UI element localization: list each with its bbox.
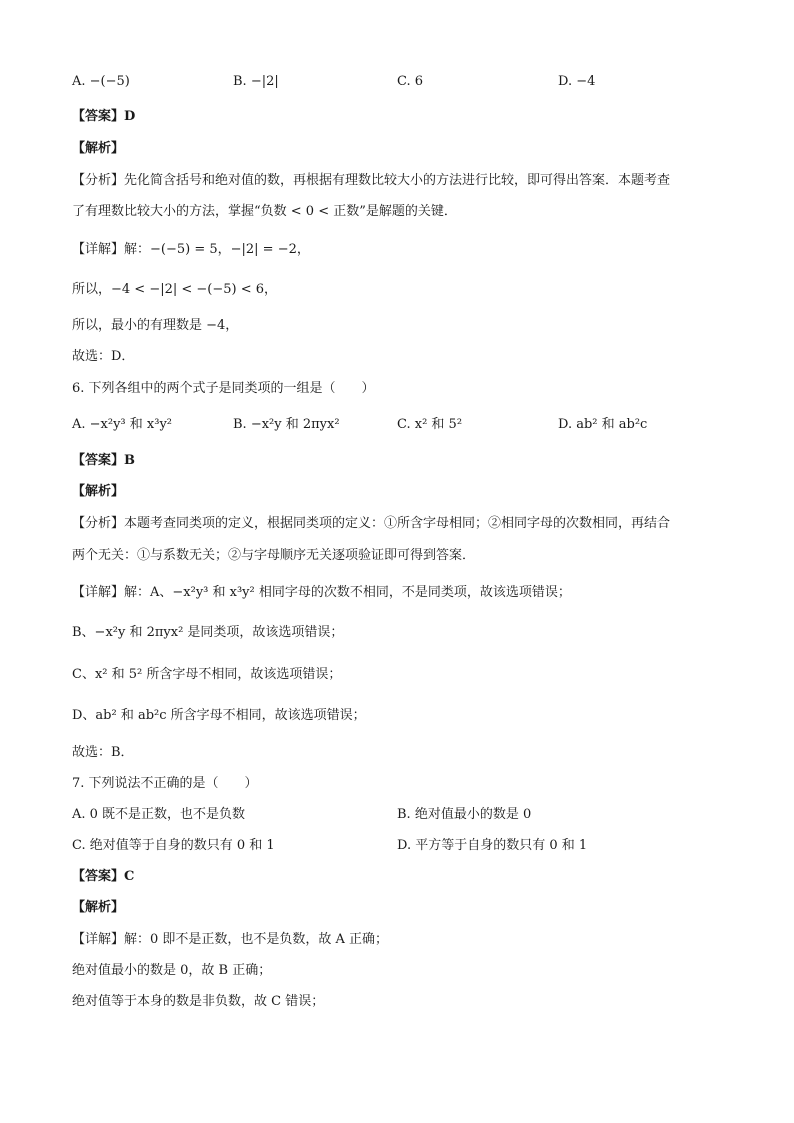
q7-option-d: D. 平方等于自身的数只有 0 和 1 [397, 838, 588, 853]
q5-option-a: A. −(−5) [72, 74, 130, 89]
q6-option-c: C. x² 和 5² [397, 417, 463, 432]
q6-detail-line-4: D、ab² 和 ab²c 所含字母不相同，故该选项错误； [72, 708, 366, 723]
q6-detail-line-1: 【详解】解：A、−x²y³ 和 x³y² 相同字母的次数不相同，不是同类项，故该选项错误； [72, 585, 571, 600]
q6-analysis-line-1: 【分析】本题考查同类项的定义，根据同类项的定义：①所含字母相同；②相同字母的次数相同，再结合 [72, 516, 671, 531]
q6-detail-line-5: 故选：B． [72, 745, 134, 760]
q6-detail-line-2: B、−x²y 和 2πyx² 是同类项，故该选项错误； [72, 625, 344, 640]
q7-analysis-heading: 【解析】 [72, 900, 125, 915]
q7-detail-line-1: 【详解】解：0 即不是正数，也不是负数，故 A 正确； [72, 932, 389, 947]
q7-option-a: A. 0 既不是正数，也不是负数 [72, 807, 246, 822]
q6-option-d: D. ab² 和 ab²c [558, 417, 648, 432]
q5-option-b: B. −|2| [233, 74, 279, 89]
q6-analysis-line-2: 两个无关：①与系数无关；②与字母顺序无关逐项验证即可得到答案． [72, 548, 476, 563]
q6-answer: 【答案】B [72, 453, 135, 468]
q5-detail-line-4: 故选：D． [72, 349, 135, 364]
q7-option-b: B. 绝对值最小的数是 0 [397, 807, 532, 822]
q6-option-b: B. −x²y 和 2πyx² [233, 417, 340, 432]
q5-detail-line-2: 所以，−4 < −|2| < −(−5) < 6， [72, 282, 278, 297]
q7-detail-line-3: 绝对值等于本身的数是非负数，故 C 错误； [72, 994, 325, 1009]
q5-option-c: C. 6 [397, 74, 424, 89]
q7-answer: 【答案】C [72, 869, 135, 884]
q6-analysis-heading: 【解析】 [72, 484, 125, 499]
q7-detail-line-2: 绝对值最小的数是 0，故 B 正确； [72, 963, 272, 978]
q5-analysis-line-2: 了有理数比较大小的方法，掌握“负数 < 0 < 正数”是解题的关键． [72, 204, 457, 219]
q5-detail-line-1: 【详解】解：−(−5) = 5，−|2| = −2， [72, 242, 310, 257]
q5-analysis-line-1: 【分析】先化简含括号和绝对值的数，再根据有理数比较大小的方法进行比较，即可得出答案．本题考查 [72, 173, 671, 188]
q7-question: 7. 下列说法不正确的是（ ） [72, 776, 258, 791]
q6-detail-line-3: C、x² 和 5² 所含字母不相同，故该选项错误； [72, 667, 342, 682]
q6-question: 6. 下列各组中的两个式子是同类项的一组是（ ） [72, 381, 375, 396]
q5-option-d: D. −4 [558, 74, 596, 89]
q6-option-a: A. −x²y³ 和 x³y² [72, 417, 173, 432]
q5-detail-line-3: 所以，最小的有理数是 −4， [72, 318, 239, 333]
q5-analysis-heading: 【解析】 [72, 141, 125, 156]
q7-option-c: C. 绝对值等于自身的数只有 0 和 1 [72, 838, 275, 853]
q5-answer: 【答案】D [72, 109, 136, 124]
